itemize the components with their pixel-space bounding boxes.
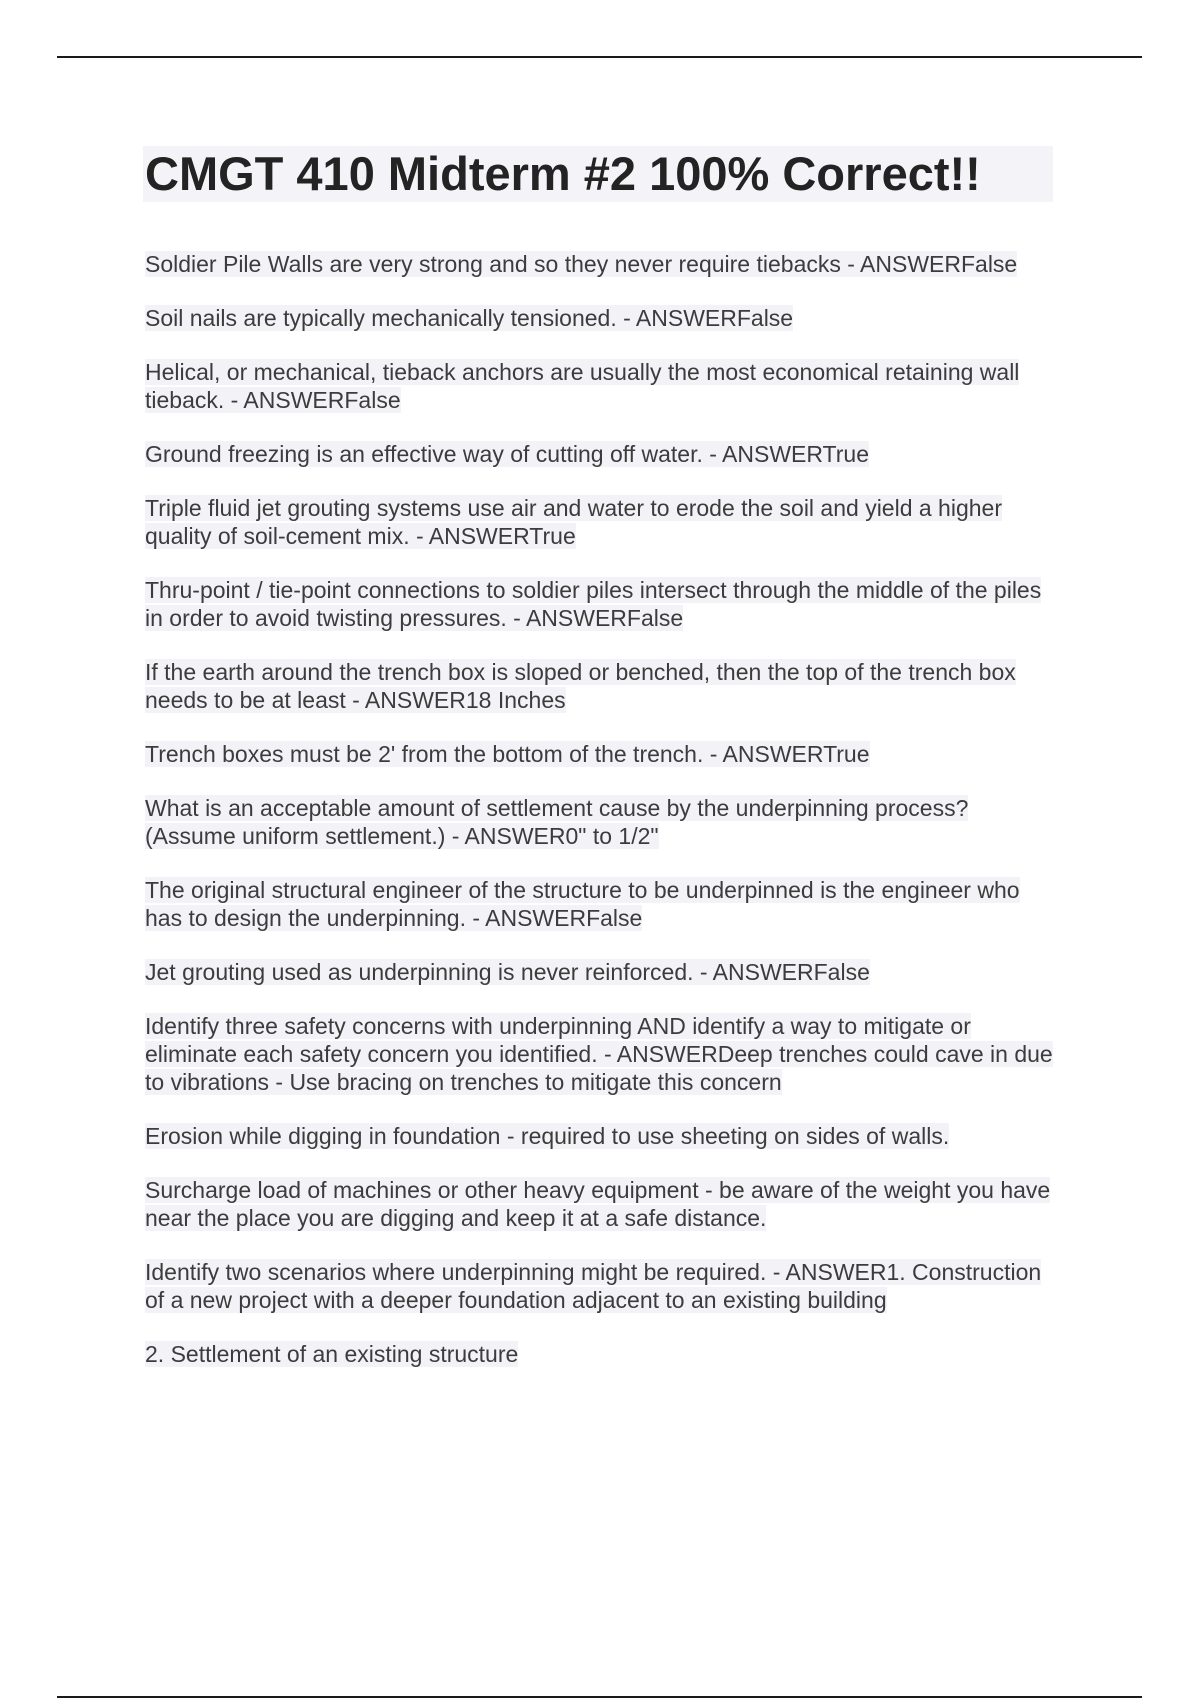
qa-text: Jet grouting used as underpinning is never reinforced. - ANSWERFalse [145,959,870,985]
qa-text: If the earth around the trench box is sloped or benched, then the top of the trench box needs to be at least - ANSWER18 Inches [145,659,1016,713]
qa-item [145,576,1057,632]
qa-item [145,658,1057,714]
qa-item [145,250,1057,278]
qa-item [145,1176,1057,1232]
qa-item [145,494,1057,550]
qa-item [145,1012,1057,1096]
qa-text: Helical, or mechanical, tieback anchors are usually the most economical retaining wall tieback. - ANSWERFalse [145,359,1020,413]
qa-item [145,304,1057,332]
qa-text: Ground freezing is an effective way of cutting off water. - ANSWERTrue [145,441,869,467]
bottom-divider [57,1696,1142,1698]
qa-item [145,1122,1057,1150]
qa-item [145,440,1057,468]
qa-item [145,1340,1057,1368]
qa-text: Identify three safety concerns with underpinning AND identify a way to mitigate or eliminate each safety concern you identified. - ANSWERDeep trenches could cave in due to vibrations - Use bracing on trenches to mitigate this concern [145,1013,1053,1095]
qa-text: Identify two scenarios where underpinning might be required. - ANSWER1. Construction of a new project with a deeper foundation adjacent to an existing building [145,1259,1042,1313]
question-answer-list [145,250,1057,1368]
qa-text: Triple fluid jet grouting systems use air and water to erode the soil and yield a higher quality of soil-cement mix. - ANSWERTrue [145,495,1002,549]
qa-item [145,958,1057,986]
qa-item [145,876,1057,932]
qa-item [145,794,1057,850]
qa-item [145,358,1057,414]
qa-text: Trench boxes must be 2' from the bottom of the trench. - ANSWERTrue [145,741,870,767]
qa-text: The original structural engineer of the structure to be underpinned is the engineer who has to design the underpinning. - ANSWERFalse [145,877,1020,931]
qa-text: Soldier Pile Walls are very strong and so they never require tiebacks - ANSWERFalse [145,251,1018,277]
top-divider [57,56,1142,58]
qa-text: Erosion while digging in foundation - required to use sheeting on sides of walls. [145,1123,950,1149]
qa-text: 2. Settlement of an existing structure [145,1341,519,1367]
qa-text: Surcharge load of machines or other heavy equipment - be aware of the weight you have near the place you are digging and keep it at a safe distance. [145,1177,1051,1231]
qa-text: What is an acceptable amount of settlement cause by the underpinning process? (Assume uniform settlement.) - ANSWER0" to 1/2" [145,795,969,849]
document-body [145,146,1057,1394]
qa-item [145,1258,1057,1314]
qa-item [145,740,1057,768]
qa-text: Soil nails are typically mechanically tensioned. - ANSWERFalse [145,305,794,331]
qa-text: Thru-point / tie-point connections to soldier piles intersect through the middle of the piles in order to avoid twisting pressures. - ANSWERFalse [145,577,1042,631]
document-title: CMGT 410 Midterm #2 100% Correct!! [143,146,1053,202]
